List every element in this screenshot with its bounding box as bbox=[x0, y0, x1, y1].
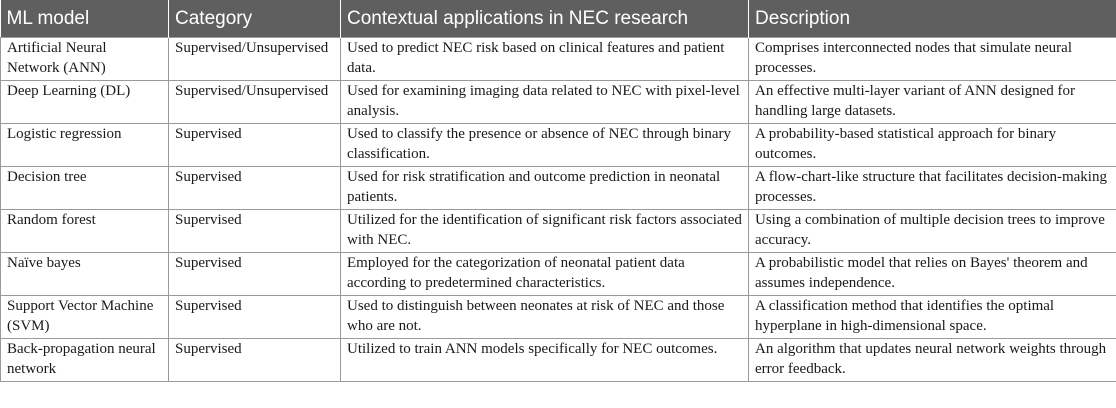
cell-category: Supervised bbox=[169, 167, 341, 210]
cell-ml-model: Random forest bbox=[1, 210, 169, 253]
cell-category: Supervised bbox=[169, 253, 341, 296]
table-row bbox=[1, 253, 1116, 296]
header-category: Category bbox=[169, 0, 341, 38]
cell-description: An algorithm that updates neural network weights through error feedback. bbox=[749, 339, 1116, 382]
cell-description: An effective multi-layer variant of ANN designed for handling large datasets. bbox=[749, 81, 1116, 124]
cell-applications: Utilized for the identification of significant risk factors associated with NEC. bbox=[341, 210, 749, 253]
header-row bbox=[1, 0, 1116, 38]
cell-category: Supervised bbox=[169, 124, 341, 167]
cell-description: A flow-chart-like structure that facilitates decision-making processes. bbox=[749, 167, 1116, 210]
cell-description: Comprises interconnected nodes that simulate neural processes. bbox=[749, 38, 1116, 81]
header-description: Description bbox=[749, 0, 1116, 38]
cell-applications: Used to predict NEC risk based on clinical features and patient data. bbox=[341, 38, 749, 81]
table-row bbox=[1, 81, 1116, 124]
cell-category: Supervised bbox=[169, 339, 341, 382]
cell-category: Supervised bbox=[169, 296, 341, 339]
table-row bbox=[1, 167, 1116, 210]
cell-ml-model: Logistic regression bbox=[1, 124, 169, 167]
cell-description: A probabilistic model that relies on Bayes' theorem and assumes independence. bbox=[749, 253, 1116, 296]
cell-ml-model: Deep Learning (DL) bbox=[1, 81, 169, 124]
table-row bbox=[1, 339, 1116, 382]
cell-ml-model: Back-propagation neural network bbox=[1, 339, 169, 382]
cell-ml-model: Support Vector Machine (SVM) bbox=[1, 296, 169, 339]
header-applications: Contextual applications in NEC research bbox=[341, 0, 749, 38]
table-row bbox=[1, 210, 1116, 253]
cell-category: Supervised bbox=[169, 210, 341, 253]
table-body bbox=[1, 38, 1116, 382]
cell-category: Supervised/Unsupervised bbox=[169, 81, 341, 124]
table-row bbox=[1, 38, 1116, 81]
cell-ml-model: Artificial Neural Network (ANN) bbox=[1, 38, 169, 81]
cell-applications: Used to classify the presence or absence of NEC through binary classification. bbox=[341, 124, 749, 167]
table-row bbox=[1, 296, 1116, 339]
cell-ml-model: Naïve bayes bbox=[1, 253, 169, 296]
header-ml-model: ML model bbox=[1, 0, 169, 38]
cell-category: Supervised/Unsupervised bbox=[169, 38, 341, 81]
cell-applications: Used to distinguish between neonates at risk of NEC and those who are not. bbox=[341, 296, 749, 339]
cell-description: A classification method that identifies the optimal hyperplane in high-dimensional space. bbox=[749, 296, 1116, 339]
cell-description: A probability-based statistical approach for binary outcomes. bbox=[749, 124, 1116, 167]
table-header bbox=[1, 0, 1116, 38]
cell-description: Using a combination of multiple decision trees to improve accuracy. bbox=[749, 210, 1116, 253]
cell-applications: Used for examining imaging data related to NEC with pixel-level analysis. bbox=[341, 81, 749, 124]
table-row bbox=[1, 124, 1116, 167]
cell-applications: Utilized to train ANN models specifically for NEC outcomes. bbox=[341, 339, 749, 382]
cell-applications: Used for risk stratification and outcome prediction in neonatal patients. bbox=[341, 167, 749, 210]
cell-ml-model: Decision tree bbox=[1, 167, 169, 210]
cell-applications: Employed for the categorization of neonatal patient data according to predetermined characteristics. bbox=[341, 253, 749, 296]
